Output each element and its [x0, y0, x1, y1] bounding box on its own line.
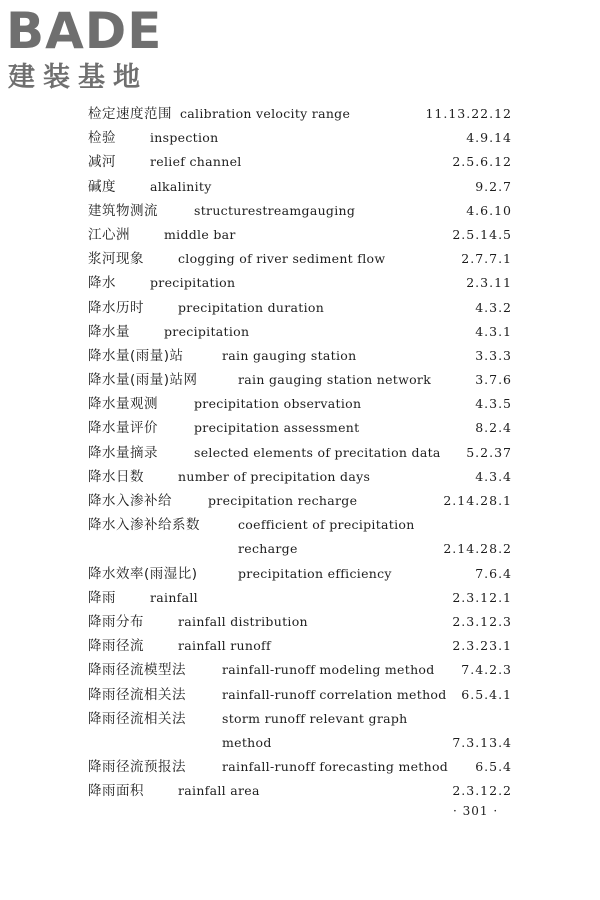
entry-chinese-term: 降水量(雨量)站网	[88, 372, 198, 389]
entry-section-reference: 2.3.12.3	[452, 613, 512, 629]
entry-chinese-term: 降水日数	[88, 468, 144, 485]
entry-chinese-term: 降雨径流	[88, 638, 144, 655]
entry-english-term: rainfall	[150, 589, 198, 605]
glossary-entry	[88, 296, 512, 320]
entry-section-reference: 4.3.2	[475, 299, 512, 315]
entry-english-term-continuation: recharge	[238, 541, 298, 557]
entry-chinese-term: 降雨径流模型法	[88, 662, 186, 679]
glossary-entry	[88, 755, 512, 779]
glossary-entry	[88, 683, 512, 707]
entry-english-term: rainfall area	[178, 783, 260, 799]
entry-chinese-term: 降雨径流相关法	[88, 686, 186, 703]
entry-english-term: coefficient of precipitation	[238, 517, 415, 533]
entry-chinese-term: 江心洲	[88, 226, 130, 243]
entry-chinese-term: 降水量评价	[88, 420, 158, 437]
entry-section-reference: 2.3.12.1	[452, 589, 512, 605]
entry-english-term: precipitation duration	[178, 299, 325, 315]
entry-chinese-term: 降雨径流预报法	[88, 759, 186, 776]
bade-logo-subtitle: 建装基地	[8, 62, 148, 93]
entry-chinese-term: 降水量观测	[88, 396, 158, 413]
glossary-entry	[88, 513, 512, 561]
entry-section-reference: 2.3.23.1	[452, 638, 512, 654]
glossary-entry	[88, 102, 512, 126]
entry-chinese-term: 降水入渗补给系数	[88, 517, 200, 534]
glossary-entry	[88, 271, 512, 295]
entry-section-reference: 6.5.4	[475, 759, 512, 775]
glossary-entry	[88, 199, 512, 223]
entry-chinese-term: 降雨	[88, 589, 116, 606]
entry-english-term: precipitation	[150, 275, 236, 291]
entry-english-term: rain gauging station network	[238, 372, 432, 388]
entry-english-term: precipitation observation	[194, 396, 362, 412]
entry-english-term: precipitation efficiency	[238, 565, 392, 581]
entry-section-reference: 2.14.28.2	[443, 541, 512, 557]
entry-section-reference: 4.6.10	[466, 202, 512, 218]
glossary-entry	[88, 634, 512, 658]
entry-chinese-term: 碱度	[88, 178, 116, 195]
entry-chinese-term: 降水量(雨量)站	[88, 347, 184, 364]
entry-chinese-term: 降雨分布	[88, 613, 144, 630]
entry-chinese-term: 降水历时	[88, 299, 144, 316]
entry-section-reference: 7.3.13.4	[452, 734, 512, 750]
glossary-entry	[88, 586, 512, 610]
glossary-entry	[88, 175, 512, 199]
entry-section-reference: 2.14.28.1	[443, 493, 512, 508]
glossary-entry	[88, 779, 512, 803]
glossary-entry	[88, 441, 512, 465]
entry-chinese-term: 检验	[88, 130, 116, 147]
entry-english-term: alkalinity	[150, 178, 212, 194]
glossary-entry	[88, 247, 512, 271]
entry-chinese-term: 浆河现象	[88, 251, 144, 268]
entry-chinese-term: 减河	[88, 154, 116, 171]
glossary-entry-list	[88, 102, 512, 803]
glossary-entry	[88, 368, 512, 392]
entry-section-reference: 2.5.14.5	[452, 226, 512, 242]
entry-section-reference: 4.3.1	[475, 323, 512, 339]
entry-english-term: precipitation assessment	[194, 420, 360, 436]
entry-section-reference: 4.3.4	[475, 468, 512, 484]
entry-section-reference: 3.3.3	[475, 347, 512, 363]
entry-section-reference: 11.13.22.12	[425, 106, 512, 121]
entry-section-reference: 6.5.4.1	[461, 686, 512, 702]
entry-section-reference: 2.7.7.1	[461, 251, 512, 267]
glossary-entry	[88, 610, 512, 634]
entry-chinese-term: 降水量	[88, 323, 130, 340]
entry-chinese-term: 降水效率(雨湿比)	[88, 565, 198, 582]
glossary-entry	[88, 392, 512, 416]
entry-english-term-continuation: method	[222, 734, 272, 750]
entry-english-term: middle bar	[164, 226, 236, 242]
glossary-entry	[88, 223, 512, 247]
entry-english-term: rain gauging station	[222, 347, 357, 363]
glossary-entry	[88, 465, 512, 489]
glossary-entry	[88, 658, 512, 682]
entry-english-term: relief channel	[150, 154, 242, 170]
entry-chinese-term: 降雨面积	[88, 783, 144, 800]
entry-english-term: rainfall distribution	[178, 613, 308, 629]
entry-section-reference: 5.2.37	[466, 444, 512, 460]
entry-section-reference: 8.2.4	[475, 420, 512, 436]
glossary-entry	[88, 562, 512, 586]
glossary-entry	[88, 320, 512, 344]
entry-english-term: precipitation recharge	[208, 493, 358, 508]
entry-section-reference: 4.9.14	[466, 130, 512, 146]
entry-section-reference: 2.3.12.2	[452, 783, 512, 799]
entry-chinese-term: 降雨径流相关法	[88, 710, 186, 727]
entry-english-term: selected elements of precitation data	[194, 444, 441, 460]
entry-section-reference: 3.7.6	[475, 372, 512, 388]
bade-watermark-logo	[6, 4, 186, 96]
entry-chinese-term: 检定速度范围	[88, 106, 172, 122]
entry-section-reference: 4.3.5	[475, 396, 512, 412]
glossary-entry	[88, 416, 512, 440]
entry-section-reference: 2.3.11	[466, 275, 512, 291]
entry-chinese-term: 降水入渗补给	[88, 493, 172, 509]
entry-section-reference: 7.6.4	[475, 565, 512, 581]
entry-english-term: rainfall-runoff modeling method	[222, 662, 435, 678]
entry-english-term: storm runoff relevant graph	[222, 710, 408, 726]
entry-section-reference: 7.4.2.3	[461, 662, 512, 678]
entry-english-term: structurestreamgauging	[194, 202, 356, 218]
entry-english-term: clogging of river sediment flow	[178, 251, 386, 267]
entry-chinese-term: 降水量摘录	[88, 444, 158, 461]
entry-english-term: rainfall-runoff correlation method	[222, 686, 447, 702]
glossary-entry	[88, 707, 512, 755]
entry-section-reference: 9.2.7	[475, 178, 512, 194]
glossary-entry	[88, 489, 512, 513]
page-number: · 301 ·	[453, 804, 499, 818]
bade-logo-text: BADE	[6, 2, 163, 60]
entry-english-term: number of precipitation days	[178, 468, 371, 484]
glossary-entry	[88, 344, 512, 368]
entry-english-term: precipitation	[164, 323, 250, 339]
entry-chinese-term: 建筑物测流	[88, 202, 158, 219]
entry-english-term: calibration velocity range	[180, 106, 351, 121]
entry-section-reference: 2.5.6.12	[452, 154, 512, 170]
entry-english-term: rainfall-runoff forecasting method	[222, 759, 449, 775]
glossary-entry	[88, 126, 512, 150]
glossary-entry	[88, 150, 512, 174]
entry-english-term: rainfall runoff	[178, 638, 271, 654]
entry-english-term: inspection	[150, 130, 219, 146]
entry-chinese-term: 降水	[88, 275, 116, 292]
